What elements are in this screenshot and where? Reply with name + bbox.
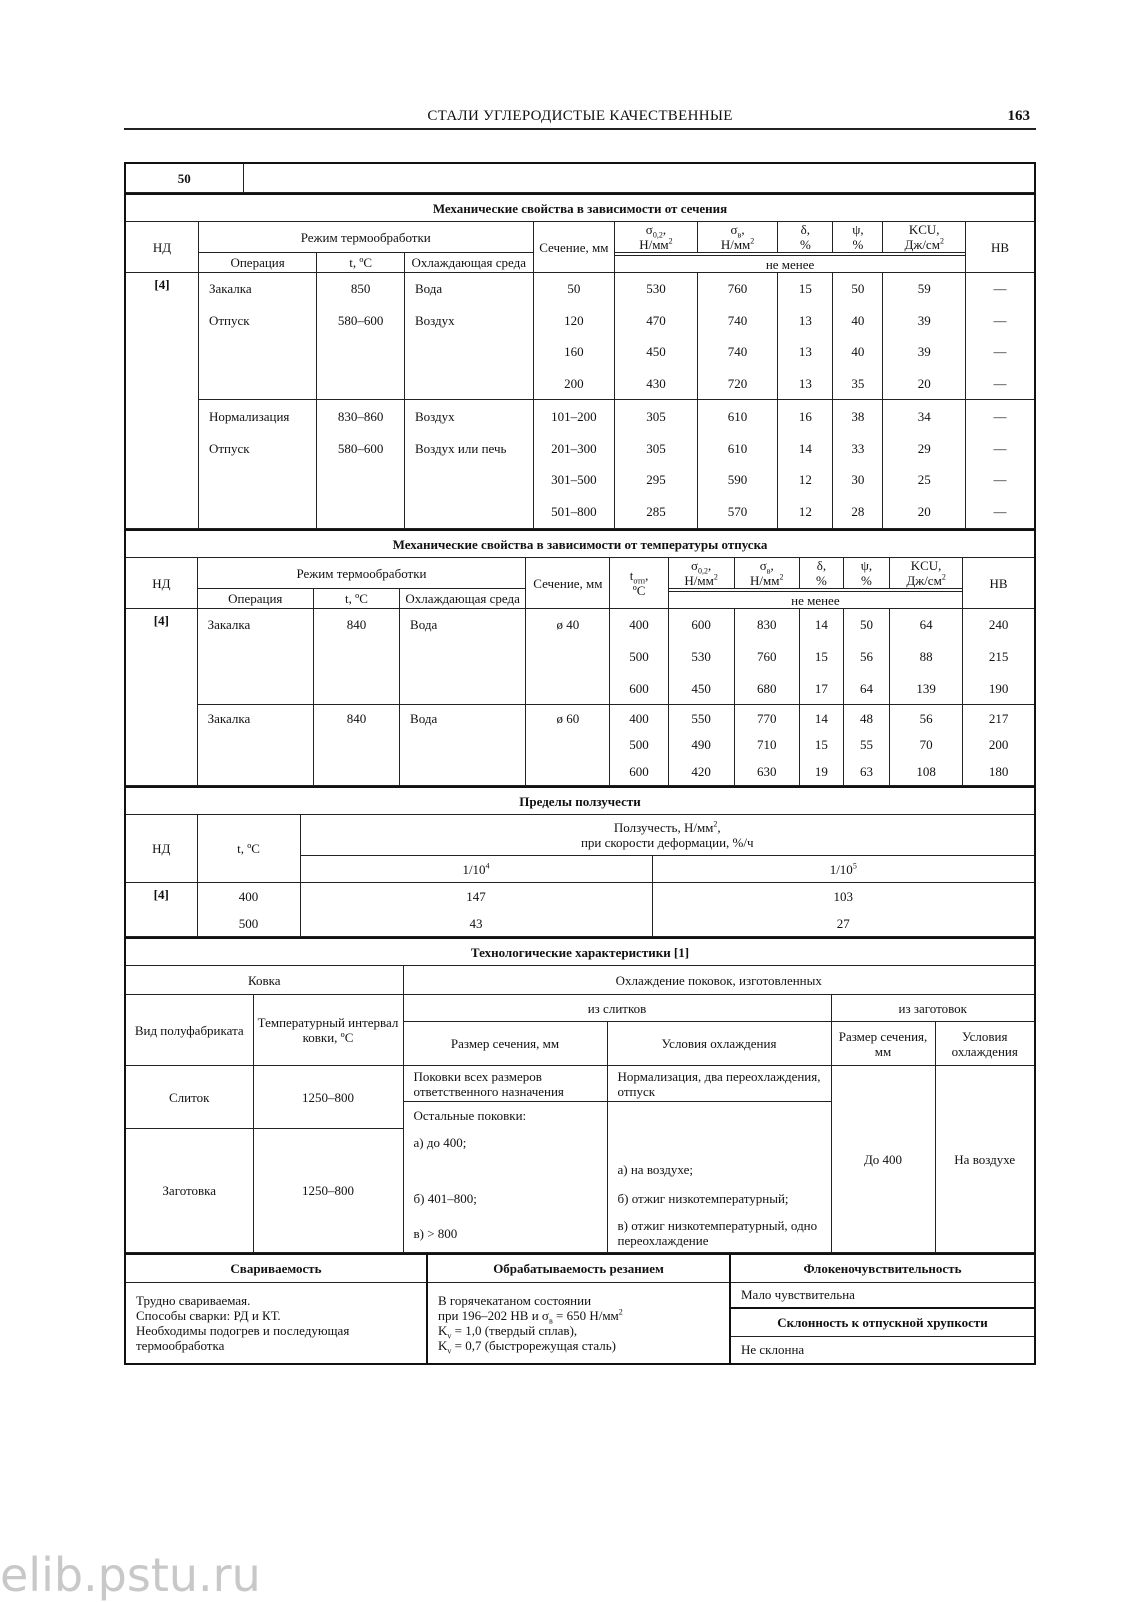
cell: 14 bbox=[778, 433, 833, 464]
cell: 740 bbox=[697, 305, 778, 336]
col-psi: ψ, % bbox=[833, 222, 883, 253]
temp: 580–600 bbox=[317, 433, 405, 464]
cell: 305 bbox=[615, 433, 698, 464]
cell: 770 bbox=[734, 705, 799, 732]
cell: 500 bbox=[197, 911, 300, 937]
section-title: Механические свойства в зависимости от сечения bbox=[125, 194, 1035, 222]
col-hb: НВ bbox=[963, 558, 1035, 609]
cell: — bbox=[966, 400, 1035, 433]
cool: Вода bbox=[404, 273, 533, 305]
cell: 64 bbox=[890, 609, 963, 641]
section: ø 40 bbox=[526, 609, 610, 705]
range: 1250–800 bbox=[253, 1129, 403, 1253]
forging-header: Ковка bbox=[125, 966, 403, 995]
col-kcu: KCU, $Дж/см^2$ bbox=[883, 222, 966, 253]
col-range: Температурный интервал ковки, ºС bbox=[253, 995, 403, 1066]
cell: 430 bbox=[615, 368, 698, 400]
col-sb: $\sigma_в$, $Н/мм^2$ bbox=[734, 558, 799, 589]
cell: — bbox=[966, 336, 1035, 368]
cell: 59 bbox=[883, 273, 966, 305]
weldability bbox=[125, 1282, 427, 1364]
cell: — bbox=[966, 305, 1035, 336]
cell: 64 bbox=[843, 673, 889, 705]
col-temp: t, ºС bbox=[313, 589, 399, 609]
flake-value: Мало чувствительна bbox=[730, 1282, 1035, 1308]
cell: 50 bbox=[843, 609, 889, 641]
section-title: Технологические характеристики [1] bbox=[125, 938, 1035, 966]
col-temp: t, ºС bbox=[197, 815, 300, 883]
cell: 301–500 bbox=[533, 464, 615, 496]
cell: 13 bbox=[778, 336, 833, 368]
cell: 550 bbox=[668, 705, 734, 732]
cell: 200 bbox=[533, 368, 615, 400]
cell: 720 bbox=[697, 368, 778, 400]
col-cooling: Охлаждающая среда bbox=[404, 253, 533, 273]
cell: 15 bbox=[799, 641, 843, 673]
cell: 215 bbox=[963, 641, 1035, 673]
cool: Воздух bbox=[404, 305, 533, 336]
section-technological bbox=[124, 937, 1036, 1253]
op: Закалка bbox=[198, 273, 316, 305]
cell: 420 bbox=[668, 758, 734, 786]
cell: — bbox=[966, 368, 1035, 400]
op: Отпуск bbox=[198, 305, 316, 336]
cell: 13 bbox=[778, 368, 833, 400]
temp: 830–860 bbox=[317, 400, 405, 433]
col-operation: Операция bbox=[197, 589, 313, 609]
op: Отпуск bbox=[198, 433, 316, 464]
cell: 50 bbox=[533, 273, 615, 305]
col-s02: $\sigma_{0,2}$, $Н/мм^2$ bbox=[615, 222, 698, 253]
col-bcond: Условия охлаждения bbox=[935, 1022, 1035, 1066]
group-quench-temper bbox=[125, 273, 1035, 529]
b-size: б) 401–800; bbox=[403, 1183, 607, 1215]
a-size: а) до 400; bbox=[403, 1129, 607, 1156]
range: 1250–800 bbox=[253, 1066, 403, 1129]
mach-line: В горячекатаном состоянии bbox=[438, 1292, 592, 1308]
cell: 39 bbox=[883, 305, 966, 336]
mach-header: Обрабатываемость резанием bbox=[427, 1254, 730, 1282]
cell: 630 bbox=[734, 758, 799, 786]
col-regime: Режим термообработки bbox=[197, 558, 526, 589]
cooling-header: Охлаждение поковок, изготовленных bbox=[403, 966, 1035, 995]
col-psi: ψ, % bbox=[843, 558, 889, 589]
col-sb: $\sigma_в$, $Н/мм^2$ bbox=[697, 222, 778, 253]
cell: 610 bbox=[697, 433, 778, 464]
cell: 34 bbox=[883, 400, 966, 433]
cool: Воздух bbox=[404, 400, 533, 433]
b-cond: б) отжиг низкотемпературный; bbox=[607, 1183, 831, 1215]
cell: 103 bbox=[652, 883, 1035, 911]
cell: 285 bbox=[615, 496, 698, 529]
col-section: Сечение, мм bbox=[526, 558, 610, 609]
cell: — bbox=[966, 273, 1035, 305]
col-temp: t, ºС bbox=[317, 253, 405, 273]
col-kind: Вид полуфабриката bbox=[125, 995, 253, 1066]
cell: 19 bbox=[799, 758, 843, 786]
col-nd: НД bbox=[125, 558, 197, 609]
creep-rate: при скорости деформации, %/ч bbox=[580, 835, 754, 850]
cell: 13 bbox=[778, 305, 833, 336]
from-ingots: из слитков bbox=[403, 995, 831, 1022]
c-cond: в) отжиг низкотемпературный, одно переохлаждение bbox=[607, 1215, 831, 1253]
cell: 139 bbox=[890, 673, 963, 705]
col-nd: НД bbox=[125, 815, 197, 883]
cell: 40 bbox=[833, 305, 883, 336]
section-title: Пределы ползучести bbox=[125, 787, 1035, 815]
cool: Воздух или печь bbox=[404, 433, 533, 464]
cell: 50 bbox=[833, 273, 883, 305]
section-title: Механические свойства в зависимости от температуры отпуска bbox=[125, 530, 1035, 558]
cell: 570 bbox=[697, 496, 778, 529]
c-size: в) > 800 bbox=[403, 1215, 607, 1253]
cell: 108 bbox=[890, 758, 963, 786]
cell: 500 bbox=[610, 732, 668, 758]
ref-nd: [4] bbox=[125, 273, 198, 529]
cell: 760 bbox=[697, 273, 778, 305]
col-size: Размер сечения, мм bbox=[403, 1022, 607, 1066]
cell: 25 bbox=[883, 464, 966, 496]
all-size: Поковки всех размеров ответственного назначения bbox=[403, 1066, 607, 1102]
cell: — bbox=[966, 496, 1035, 529]
cell: 12 bbox=[778, 464, 833, 496]
kind: Заготовка bbox=[125, 1129, 253, 1253]
grade-blank bbox=[243, 163, 1035, 193]
op: Закалка bbox=[197, 705, 313, 786]
temper-value: Не склонна bbox=[730, 1336, 1035, 1364]
cell: 38 bbox=[833, 400, 883, 433]
temp: 840 bbox=[313, 609, 399, 705]
cell: 17 bbox=[799, 673, 843, 705]
all-cond: Нормализация, два переохлаждения, отпуск bbox=[607, 1066, 831, 1102]
watermark: elib.pstu.ru bbox=[0, 1548, 261, 1602]
cell: 120 bbox=[533, 305, 615, 336]
cell: 40 bbox=[833, 336, 883, 368]
weld-line: Способы сварки: РД и КТ. bbox=[136, 1307, 281, 1323]
running-title: СТАЛИ УГЛЕРОДИСТЫЕ КАЧЕСТВЕННЫЕ bbox=[427, 108, 733, 124]
cell: 400 bbox=[197, 883, 300, 911]
cell: 530 bbox=[615, 273, 698, 305]
cell: 16 bbox=[778, 400, 833, 433]
weld-line: Необходимы подогрев и последующая bbox=[136, 1322, 350, 1338]
cell: 240 bbox=[963, 609, 1035, 641]
cell: 160 bbox=[533, 336, 615, 368]
cell: 600 bbox=[610, 758, 668, 786]
cell: 501–800 bbox=[533, 496, 615, 529]
cell: 27 bbox=[652, 911, 1035, 937]
col-nd: НД bbox=[125, 222, 198, 273]
page-number: 163 bbox=[1007, 108, 1030, 124]
col-rate-1: $1/10^4$ bbox=[300, 856, 652, 883]
cell: 56 bbox=[890, 705, 963, 732]
cell: 740 bbox=[697, 336, 778, 368]
grade-table bbox=[124, 162, 1036, 193]
cell: 295 bbox=[615, 464, 698, 496]
cell: 470 bbox=[615, 305, 698, 336]
op: Закалка bbox=[197, 609, 313, 705]
weld-header: Свариваемость bbox=[125, 1254, 427, 1282]
col-kcu: KCU, $Дж/см^2$ bbox=[890, 558, 963, 589]
cell: 490 bbox=[668, 732, 734, 758]
not-less: не менее bbox=[615, 256, 966, 273]
cell: 500 bbox=[610, 641, 668, 673]
cell: 55 bbox=[843, 732, 889, 758]
mach-line: при 196–202 НВ и $\sigma_в = 650$ $Н/мм^2$ bbox=[438, 1307, 623, 1326]
cell: 48 bbox=[843, 705, 889, 732]
col-bsize: Размер сечения, мм bbox=[831, 1022, 935, 1066]
cell: 70 bbox=[890, 732, 963, 758]
cell: 400 bbox=[610, 609, 668, 641]
cell: 305 bbox=[615, 400, 698, 433]
ref-nd: [4] bbox=[125, 883, 197, 937]
cell: 530 bbox=[668, 641, 734, 673]
col-tempering-temp: $t_{отп}$, ºС bbox=[610, 558, 668, 609]
blank-cond: На воздухе bbox=[935, 1066, 1035, 1253]
cell: 29 bbox=[883, 433, 966, 464]
col-rate-2: $1/10^5$ bbox=[652, 856, 1035, 883]
cell: 680 bbox=[734, 673, 799, 705]
section-cross-section bbox=[124, 193, 1036, 529]
steel-datasheet bbox=[124, 162, 1036, 1365]
cell: 450 bbox=[615, 336, 698, 368]
cell: 101–200 bbox=[533, 400, 615, 433]
blank-size: До 400 bbox=[831, 1066, 935, 1253]
section-properties bbox=[124, 1253, 1036, 1365]
cell: 201–300 bbox=[533, 433, 615, 464]
temp: 840 bbox=[313, 705, 399, 786]
cell: 400 bbox=[610, 705, 668, 732]
cell: 590 bbox=[697, 464, 778, 496]
cell: 63 bbox=[843, 758, 889, 786]
machinability bbox=[427, 1282, 730, 1364]
from-blanks: из заготовок bbox=[831, 995, 1035, 1022]
flake-header: Флокеночувствительность bbox=[730, 1254, 1035, 1282]
kind: Слиток bbox=[125, 1066, 253, 1129]
cell: 33 bbox=[833, 433, 883, 464]
cell: 20 bbox=[883, 496, 966, 529]
cell: 28 bbox=[833, 496, 883, 529]
cell: 14 bbox=[799, 609, 843, 641]
cell: 180 bbox=[963, 758, 1035, 786]
col-cooling: Охлаждающая среда bbox=[400, 589, 526, 609]
cell: 15 bbox=[799, 732, 843, 758]
col-delta: δ, % bbox=[778, 222, 833, 253]
cell: 710 bbox=[734, 732, 799, 758]
cell: 600 bbox=[668, 609, 734, 641]
section: ø 60 bbox=[526, 705, 610, 786]
temp: 580–600 bbox=[317, 305, 405, 336]
col-section: Сечение, мм bbox=[533, 222, 615, 273]
cell: 830 bbox=[734, 609, 799, 641]
cell: 610 bbox=[697, 400, 778, 433]
cell: — bbox=[966, 433, 1035, 464]
col-regime: Режим термообработки bbox=[198, 222, 533, 253]
cell: 15 bbox=[778, 273, 833, 305]
cell: 217 bbox=[963, 705, 1035, 732]
cell: 30 bbox=[833, 464, 883, 496]
cell: 43 bbox=[300, 911, 652, 937]
cell: 200 bbox=[963, 732, 1035, 758]
col-cond: Условия охлаждения bbox=[607, 1022, 831, 1066]
col-creep: Ползучесть, $Н/мм^2$, при скорости деформации, %/ч bbox=[300, 815, 1035, 856]
cell: 20 bbox=[883, 368, 966, 400]
col-s02: $\sigma_{0,2}$, $Н/мм^2$ bbox=[668, 558, 734, 589]
cell: 88 bbox=[890, 641, 963, 673]
cell: 39 bbox=[883, 336, 966, 368]
weld-line: Трудно свариваемая. bbox=[136, 1292, 251, 1308]
cell: — bbox=[966, 464, 1035, 496]
cell: 147 bbox=[300, 883, 652, 911]
mach-line: $K_v = 0,7$ (быстрорежущая сталь) bbox=[438, 1337, 617, 1356]
not-less: не менее bbox=[668, 592, 963, 609]
ref-nd: [4] bbox=[125, 609, 197, 786]
weld-line: термообработка bbox=[136, 1337, 225, 1353]
cell: 190 bbox=[963, 673, 1035, 705]
temp: 850 bbox=[317, 273, 405, 305]
section-creep bbox=[124, 786, 1036, 937]
cell: 450 bbox=[668, 673, 734, 705]
cell: 56 bbox=[843, 641, 889, 673]
mach-line: $K_v = 1,0$ (твердый сплав), bbox=[438, 1322, 578, 1341]
cool: Вода bbox=[400, 609, 526, 705]
b-size-placeholder bbox=[403, 1156, 607, 1183]
op: Нормализация bbox=[198, 400, 316, 433]
cell: 14 bbox=[799, 705, 843, 732]
section-tempering bbox=[124, 529, 1036, 786]
a-cond: а) на воздухе; bbox=[607, 1156, 831, 1183]
col-operation: Операция bbox=[198, 253, 316, 273]
steel-grade: 50 bbox=[125, 163, 243, 193]
temper-header: Склонность к отпускной хрупкости bbox=[730, 1308, 1035, 1336]
page-header bbox=[124, 106, 1036, 130]
cool: Вода bbox=[400, 705, 526, 786]
cell: 600 bbox=[610, 673, 668, 705]
col-delta: δ, % bbox=[799, 558, 843, 589]
col-hb: НВ bbox=[966, 222, 1035, 273]
cell: 760 bbox=[734, 641, 799, 673]
cell: 12 bbox=[778, 496, 833, 529]
cell: 35 bbox=[833, 368, 883, 400]
other: Остальные поковки: bbox=[403, 1102, 607, 1129]
